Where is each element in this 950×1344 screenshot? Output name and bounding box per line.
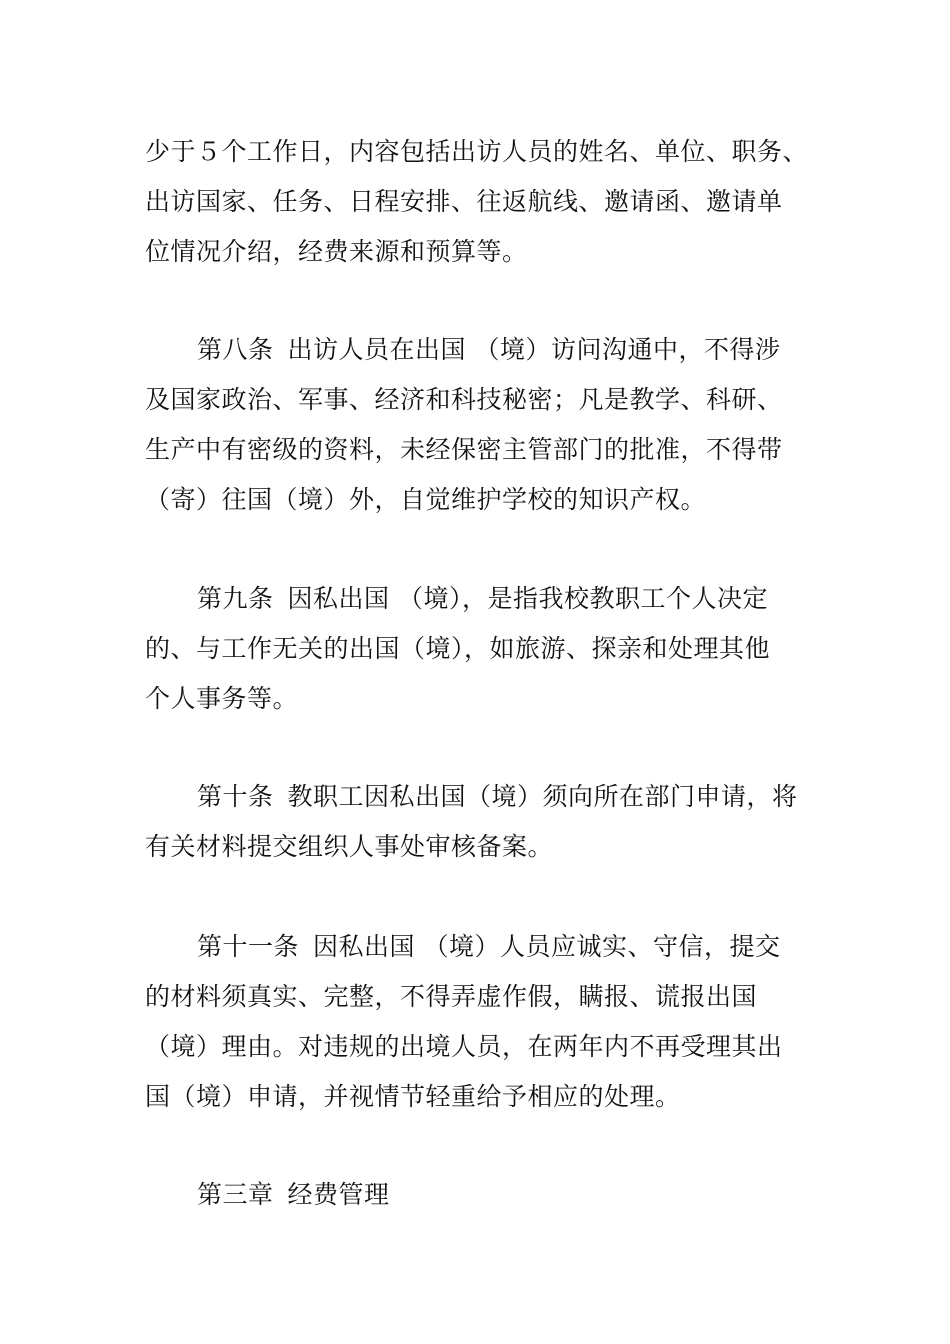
text-line: （境）理由。对违规的出境人员，在两年内不再受理其出 <box>145 1032 783 1061</box>
article-11 <box>145 922 810 1122</box>
text-line: 的、与工作无关的出国（境），如旅游、探亲和处理其他 <box>145 634 771 663</box>
chapter-3-heading <box>145 1170 810 1220</box>
text-line: 国（境）申请，并视情节轻重给予相应的处理。 <box>145 1082 681 1111</box>
text-line: 的材料须真实、完整，不得弄虚作假，瞒报、谎报出国 <box>145 982 758 1011</box>
text-line: （寄）往国（境）外，自觉维护学校的知识产权。 <box>145 485 707 514</box>
text-line: 因私出国 （境），是指我校教职工个人决定 <box>287 584 768 613</box>
text-line: 教职工因私出国（境）须向所在部门申请，将 <box>287 782 798 811</box>
text-line: 位情况介绍，经费来源和预算等。 <box>145 237 528 266</box>
article-9 <box>145 574 810 724</box>
text-line: 生产中有密级的资料，未经保密主管部门的批准，不得带 <box>145 435 783 464</box>
text-line: 少于５个工作日，内容包括出访人员的姓名、单位、职务、 <box>145 137 809 166</box>
text-line: 出访人员在出国 （境）访问沟通中，不得涉 <box>287 335 781 364</box>
text-line: 个人事务等。 <box>145 684 299 713</box>
paragraph-continuation <box>145 127 810 277</box>
text-line: 出访国家、任务、日程安排、往返航线、邀请函、邀请单 <box>145 187 783 216</box>
text-line: 及国家政治、军事、经济和科技秘密；凡是教学、科研、 <box>145 385 783 414</box>
article-heading: 第九条 <box>197 584 274 613</box>
article-10 <box>145 772 810 872</box>
article-heading: 第八条 <box>197 335 274 364</box>
text-line: 因私出国 （境）人员应诚实、守信，提交 <box>313 932 781 961</box>
chapter-number: 第三章 <box>197 1180 274 1209</box>
article-heading: 第十条 <box>197 782 274 811</box>
chapter-title: 经费管理 <box>287 1180 390 1209</box>
article-heading: 第十一条 <box>197 932 300 961</box>
article-8 <box>145 325 810 525</box>
text-line: 有关材料提交组织人事处审核备案。 <box>145 832 554 861</box>
